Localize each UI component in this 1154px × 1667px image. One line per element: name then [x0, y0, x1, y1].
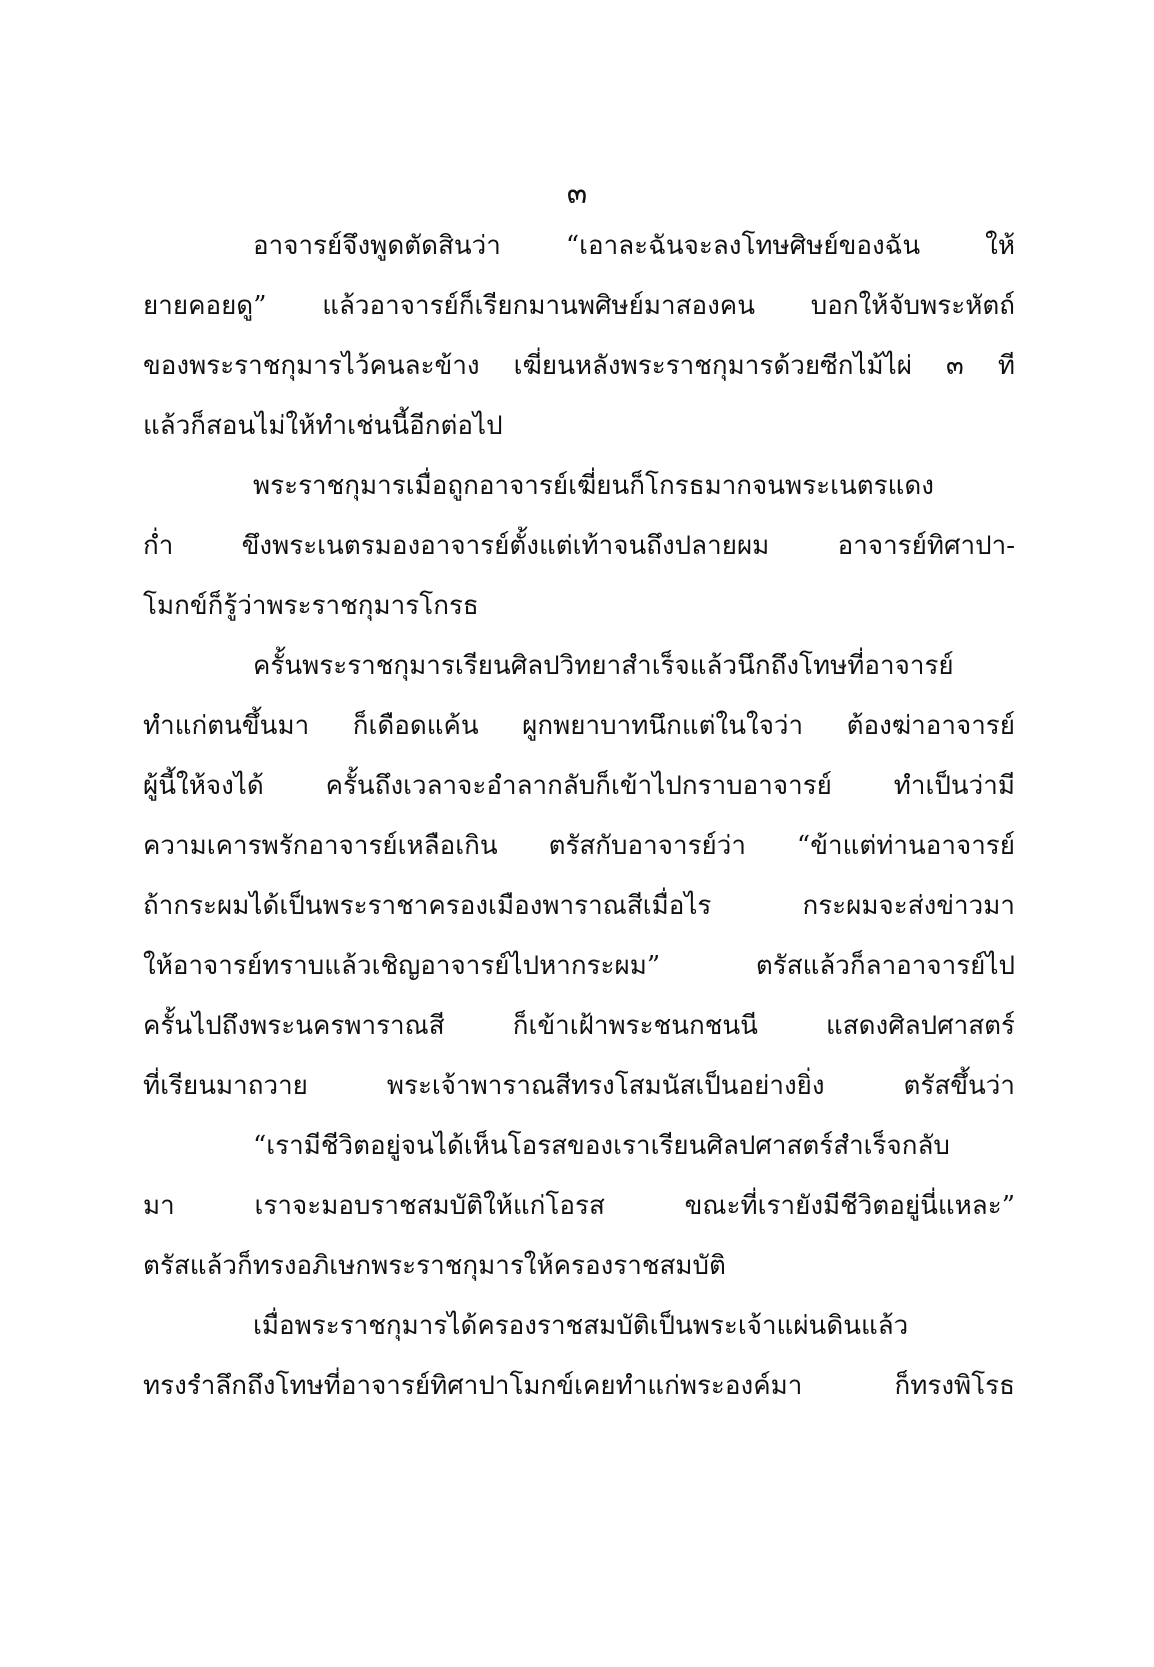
paragraph-line: ยายคอยดู” แล้วอาจารย์ก็เรียกมานพศิษย์มาสองคน บอกให้จับพระหัตถ์ [143, 291, 1015, 321]
page-number: ๓ [566, 176, 588, 211]
paragraph-line: ทำแก่ตนขึ้นมา ก็เดือดแค้น ผูกพยาบาทนึกแต่ในใจว่า ต้องฆ่าอาจารย์ [143, 711, 1015, 741]
paragraph-line: แล้วก็สอนไม่ให้ทำเช่นนี้อีกต่อไป [143, 411, 503, 441]
paragraph-line: ตรัสแล้วก็ทรงอภิเษกพระราชกุมารให้ครองราชสมบัติ [143, 1251, 726, 1281]
paragraph-line: ครั้นพระราชกุมารเรียนศิลปวิทยาสำเร็จแล้วนึกถึงโทษที่อาจารย์ [253, 651, 954, 681]
paragraph-line: อาจารย์จึงพูดตัดสินว่า “เอาละฉันจะลงโทษศิษย์ของฉัน ให้ [253, 231, 1015, 261]
paragraph-line: ผู้นี้ให้จงได้ ครั้นถึงเวลาจะอำลากลับก็เข้าไปกราบอาจารย์ ทำเป็นว่ามี [143, 771, 1015, 801]
paragraph-line: “เรามีชีวิตอยู่จนได้เห็นโอรสของเราเรียนศิลปศาสตร์สำเร็จกลับ [253, 1131, 950, 1161]
paragraph-line: ถ้ากระผมได้เป็นพระราชาครองเมืองพาราณสีเมื่อไร กระผมจะส่งข่าวมา [143, 891, 1015, 921]
paragraph-line: ให้อาจารย์ทราบแล้วเชิญอาจารย์ไปหากระผม” ตรัสแล้วก็ลาอาจารย์ไป [143, 951, 1015, 981]
paragraph-line: ครั้นไปถึงพระนครพาราณสี ก็เข้าเฝ้าพระชนกชนนี แสดงศิลปศาสตร์ [143, 1011, 1015, 1041]
paragraph-line: เมื่อพระราชกุมารได้ครองราชสมบัติเป็นพระเจ้าแผ่นดินแล้ว [253, 1311, 909, 1341]
paragraph-line: ก่ำ ขึงพระเนตรมองอาจารย์ตั้งแต่เท้าจนถึงปลายผม อาจารย์ทิศาปา- [143, 531, 1015, 561]
paragraph-line: ของพระราชกุมารไว้คนละข้าง เฆี่ยนหลังพระราชกุมารด้วยซีกไม้ไผ่ ๓ ที [143, 351, 1015, 381]
paragraph-line: มา เราจะมอบราชสมบัติให้แก่โอรส ขณะที่เรายังมีชีวิตอยู่นี่แหละ” [143, 1191, 1015, 1221]
paragraph-line: ความเคารพรักอาจารย์เหลือเกิน ตรัสกับอาจารย์ว่า “ข้าแต่ท่านอาจารย์ [143, 831, 1015, 861]
paragraph-line: ที่เรียนมาถวาย พระเจ้าพาราณสีทรงโสมนัสเป็นอย่างยิ่ง ตรัสขึ้นว่า [143, 1071, 1015, 1101]
paragraph-line: ทรงรำลึกถึงโทษที่อาจารย์ทิศาปาโมกข์เคยทำแก่พระองค์มา ก็ทรงพิโรธ [143, 1371, 1015, 1401]
paragraph-line: โมกข์ก็รู้ว่าพระราชกุมารโกรธ [143, 591, 479, 621]
paragraph-line: พระราชกุมารเมื่อถูกอาจารย์เฆี่ยนก็โกรธมากจนพระเนตรแดง [253, 471, 934, 501]
